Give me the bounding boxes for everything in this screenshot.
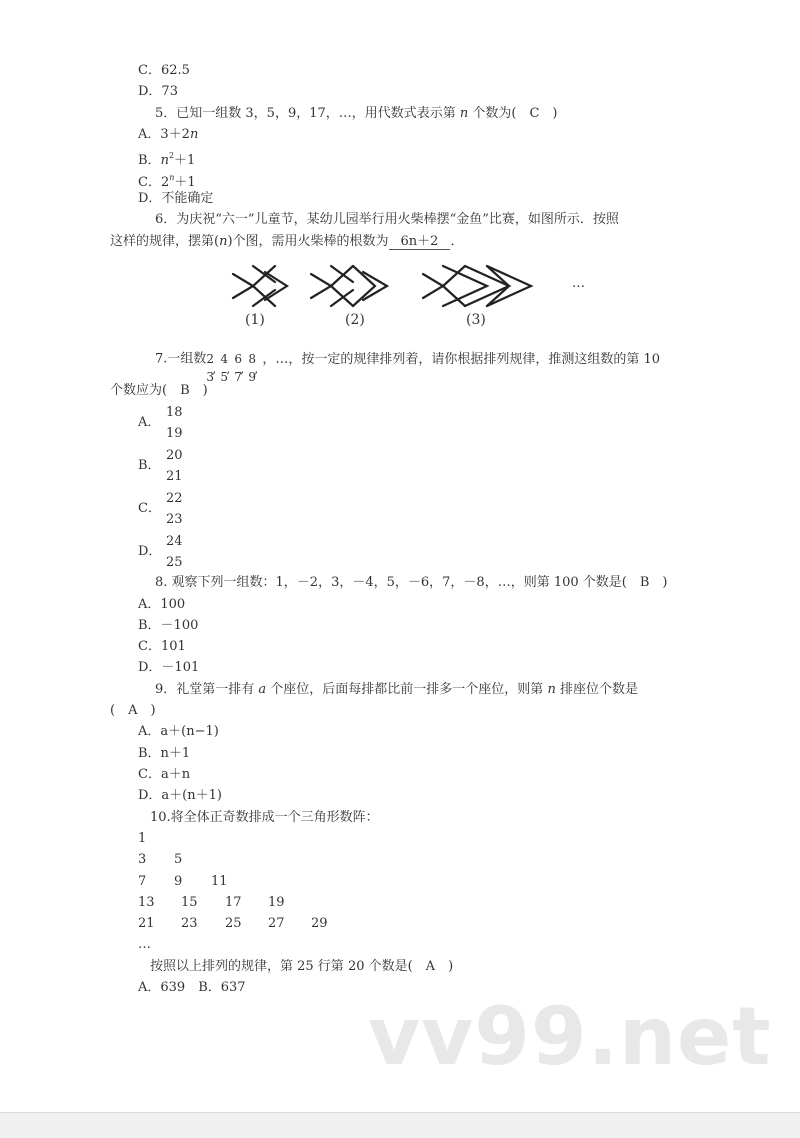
- q9-option-d: D．a＋(n＋1): [138, 788, 222, 803]
- q7-option-c: [138, 491, 183, 527]
- array-cell: 7: [138, 874, 147, 889]
- q5-var: n: [459, 106, 469, 121]
- q8-option-d: D．－101: [138, 660, 200, 675]
- q5-c-sup: n: [169, 173, 175, 182]
- denominator: 21: [166, 469, 183, 484]
- question-6-line1: 6．为庆祝“六一”儿童节，某幼儿园举行用火柴棒摆“金鱼”比赛，如图所示．按照: [155, 212, 619, 227]
- q9-var-a: a: [258, 682, 267, 697]
- denominator: 9: [248, 370, 257, 384]
- q6-end: ．: [450, 234, 464, 249]
- q7-c-label: C．: [138, 501, 161, 516]
- numerator: 8: [248, 352, 257, 366]
- array-cell: 5: [174, 852, 183, 867]
- option-c-prev: C．62.5: [138, 63, 190, 78]
- option-d-prev: D．73: [138, 84, 178, 99]
- array-cell: 25: [225, 916, 242, 931]
- q5-option-c: [138, 170, 196, 191]
- array-cell: 11: [211, 874, 228, 889]
- numerator: 20: [166, 448, 183, 463]
- figure-1: [233, 266, 287, 306]
- q5-option-b: [138, 148, 195, 169]
- array-cell: 23: [181, 916, 198, 931]
- numerator: 6: [234, 352, 243, 366]
- fraction-sequence: 2 4 6 8 , , , , 3 5 7 9: [206, 342, 278, 376]
- q8-option-b: B．－100: [138, 618, 199, 633]
- q7-option-d: [138, 534, 183, 570]
- q5-c-text: C．2: [138, 175, 170, 190]
- q5-option-d: D．不能确定: [138, 191, 214, 206]
- q9-option-a: A．a＋(n−1): [138, 724, 219, 739]
- q8-option-c: C．101: [138, 639, 186, 654]
- denominator: 5: [220, 370, 229, 384]
- question-10-stem: 10.将全体正奇数排成一个三角形数阵：: [150, 810, 379, 825]
- q7-d-label: D．: [138, 544, 162, 559]
- q6-var: n: [219, 234, 228, 249]
- question-8-stem: 8. 观察下列一组数：1，－2，3，－4，5，－6，7，－8，…，则第 100 个数是( B ): [155, 575, 668, 590]
- q5-option-a: [138, 127, 198, 143]
- denominator: 19: [166, 426, 183, 441]
- question-6-line2: [110, 234, 463, 250]
- q10-options: A．639 B．637: [138, 980, 246, 995]
- figure-2: [311, 266, 387, 306]
- q8-option-a: A．100: [138, 597, 186, 612]
- figure-ellipsis: …: [572, 276, 585, 291]
- q9-var-n: n: [547, 682, 556, 697]
- watermark: vv99.net: [368, 990, 772, 1083]
- numerator: 2: [206, 352, 215, 366]
- array-ellipsis: …: [138, 937, 151, 952]
- q5-a-var: n: [189, 127, 199, 142]
- denominator: 3: [206, 370, 215, 384]
- numerator: 18: [166, 405, 183, 420]
- array-cell: 19: [268, 895, 285, 910]
- array-cell: 9: [174, 874, 183, 889]
- goldfish-matchstick-figure: [225, 262, 595, 312]
- q7-text-end: ，…，按一定的规律排列着，请你根据排列规律，推测这组数的第 10: [262, 351, 661, 367]
- question-7-line2: 个数应为( B ): [110, 383, 208, 398]
- array-cell: 21: [138, 916, 155, 931]
- figure-3: [423, 266, 531, 306]
- array-cell: 3: [138, 852, 147, 867]
- q9-text-end: 排座位个数是: [555, 682, 638, 697]
- array-row-1: [138, 831, 146, 847]
- array-cell: 27: [268, 916, 285, 931]
- q5-b-sup: 2: [168, 151, 175, 160]
- question-10-ask: 按照以上排列的规律，第 25 行第 20 个数是( A ): [150, 959, 454, 974]
- array-cell: 17: [225, 895, 242, 910]
- question-9-stem: [155, 682, 638, 698]
- q7-a-label: A．: [138, 415, 161, 430]
- q5-b-text: B．: [138, 153, 161, 168]
- q7-text: 7.一组数: [155, 351, 207, 367]
- q7-option-b: [138, 448, 183, 484]
- figure-label-1: (1): [245, 312, 265, 328]
- viewer-bottom-bar: [0, 1112, 800, 1138]
- array-cell: 13: [138, 895, 155, 910]
- q6-text: 这样的规律，摆第(: [110, 234, 220, 249]
- q5-text-end: 个数为( C ): [468, 106, 558, 121]
- q9-answer: ( A ): [110, 703, 156, 718]
- q5-b-post: ＋1: [174, 153, 196, 168]
- numerator: 22: [166, 491, 183, 506]
- q5-a-text: A．3＋2: [138, 127, 190, 142]
- q9-option-c: C．a＋n: [138, 767, 191, 782]
- denominator: 25: [166, 555, 183, 570]
- q6-answer: 6n＋2: [389, 235, 451, 250]
- denominator: 23: [166, 512, 183, 527]
- numerator: 24: [166, 534, 183, 549]
- array-cell: 1: [138, 831, 147, 846]
- array-cell: 29: [311, 916, 328, 931]
- question-7-stem: [155, 342, 661, 384]
- q9-text-mid: 个座位，后面每排都比前一排多一个座位，则第: [266, 682, 548, 697]
- q7-option-a: [138, 405, 183, 441]
- q6-text-mid: )个图，需用火柴棒的根数为: [227, 234, 389, 249]
- q5-b-var: n: [160, 153, 169, 168]
- question-5-stem: [155, 106, 558, 122]
- q7-b-label: B．: [138, 458, 161, 473]
- array-cell: 15: [181, 895, 198, 910]
- numerator: 4: [220, 352, 229, 366]
- q5-c-post: ＋1: [174, 175, 196, 190]
- q9-option-b: B．n＋1: [138, 746, 191, 761]
- figure-label-2: (2): [345, 312, 365, 328]
- figure-label-3: (3): [466, 312, 486, 328]
- q9-text: 9．礼堂第一排有: [155, 682, 259, 697]
- denominator: 7: [234, 370, 243, 384]
- q5-text: 5．已知一组数 3，5，9，17，…，用代数式表示第: [155, 106, 460, 121]
